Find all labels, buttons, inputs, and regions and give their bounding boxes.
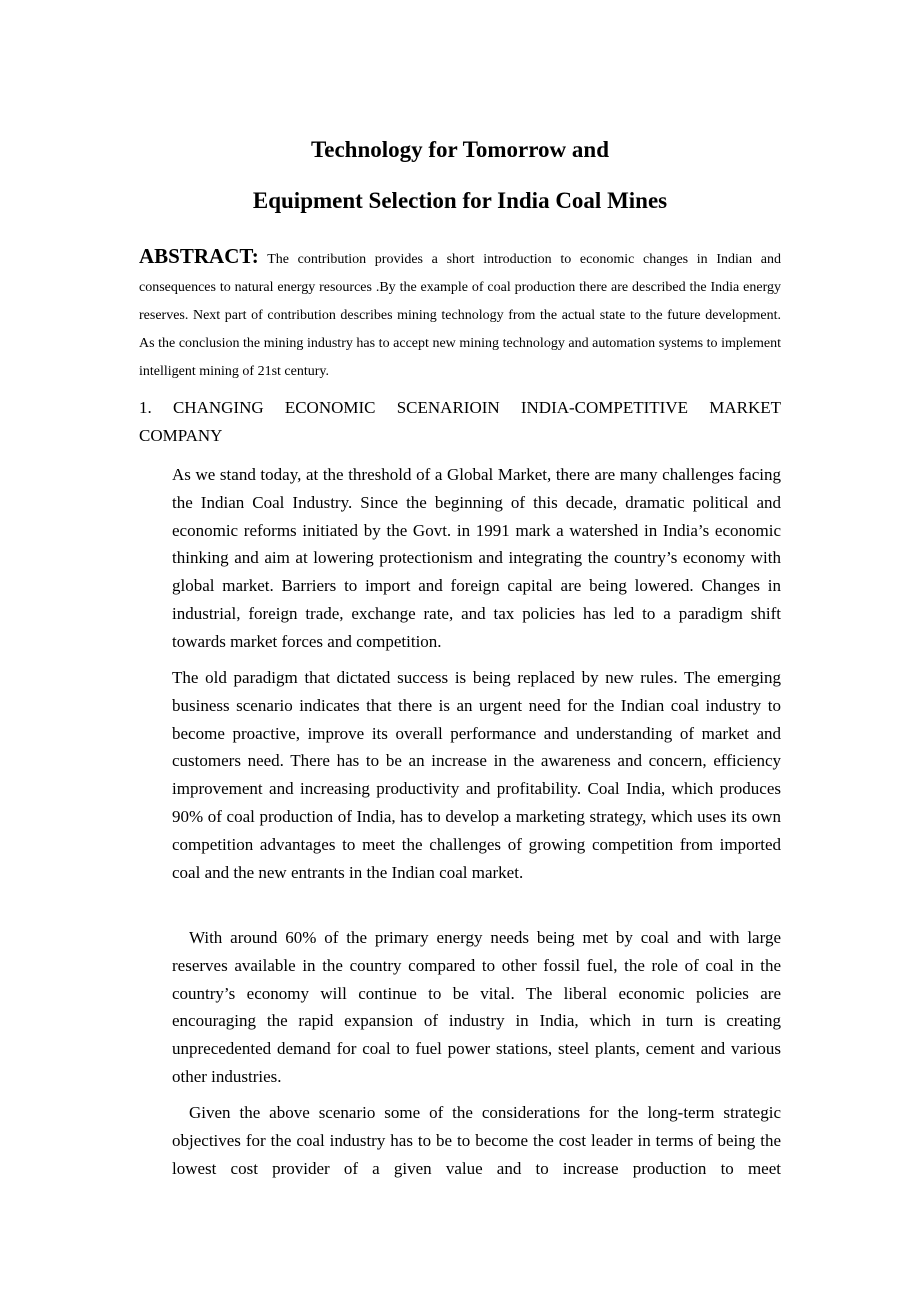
section-1-paragraph-2: The old paradigm that dictated success is being replaced by new rules. The emerging business scenario indicates that there is an urgent need for the Indian coal industry to become proactive, improve its overall performance and understanding of market and customers need. There has to be an increase in the awareness and concern, efficiency improvement and increasing productivity and profitability. Coal India, which produces 90% of coal production of India, has to develop a marketing strategy, which uses its own competition advantages to meet the challenges of growing competition from imported coal and the new entrants in the Indian coal market.	[172, 668, 781, 882]
section-1-paragraph-3: With around 60% of the primary energy needs being met by coal and with large reserves available in the country compared to other fossil fuel, the role of coal in the country’s economy will continue to be vital. The liberal economic policies are encouraging the rapid expansion of industry in India, which in turn is creating unprecedented demand for coal to fuel power stations, steel plants, cement and various other industries.	[172, 928, 781, 1086]
abstract-paragraph	[139, 242, 781, 386]
section-1-paragraph-4: Given the above scenario some of the considerations for the long-term strategic objectives for the coal industry has to be to become the cost leader in terms of being the lowest cost provider of a given value and to increase production to meet	[172, 1103, 781, 1178]
document-title-line-1: Technology for Tomorrow and	[311, 137, 609, 162]
abstract-label: ABSTRACT:	[139, 244, 259, 268]
abstract-text: The contribution provides a short introduction to economic changes in Indian and consequences to natural energy resources .By the example of coal production there are described the India energy reserves. Next part of contribution describes mining technology from the actual state to the future development. As the conclusion the mining industry has to accept new mining technology and automation systems to implement intelligent mining of 21st century.	[139, 252, 781, 379]
section-1-paragraph-1: As we stand today, at the threshold of a Global Market, there are many challenges facing the Indian Coal Industry. Since the beginning of this decade, dramatic political and economic reforms initiated by the Govt. in 1991 mark a watershed in India’s economic thinking and aim at lowering protectionism and integrating the country’s economy with global market. Barriers to import and foreign capital are being lowered. Changes in industrial, foreign trade, exchange rate, and tax policies has led to a paradigm shift towards market forces and competition.	[172, 465, 781, 651]
document-title-line-2: Equipment Selection for India Coal Mines	[252, 188, 668, 213]
section-1-heading: 1. CHANGING ECONOMIC SCENARIOIN INDIA-COMPETITIVE MARKET COMPANY	[139, 398, 781, 445]
